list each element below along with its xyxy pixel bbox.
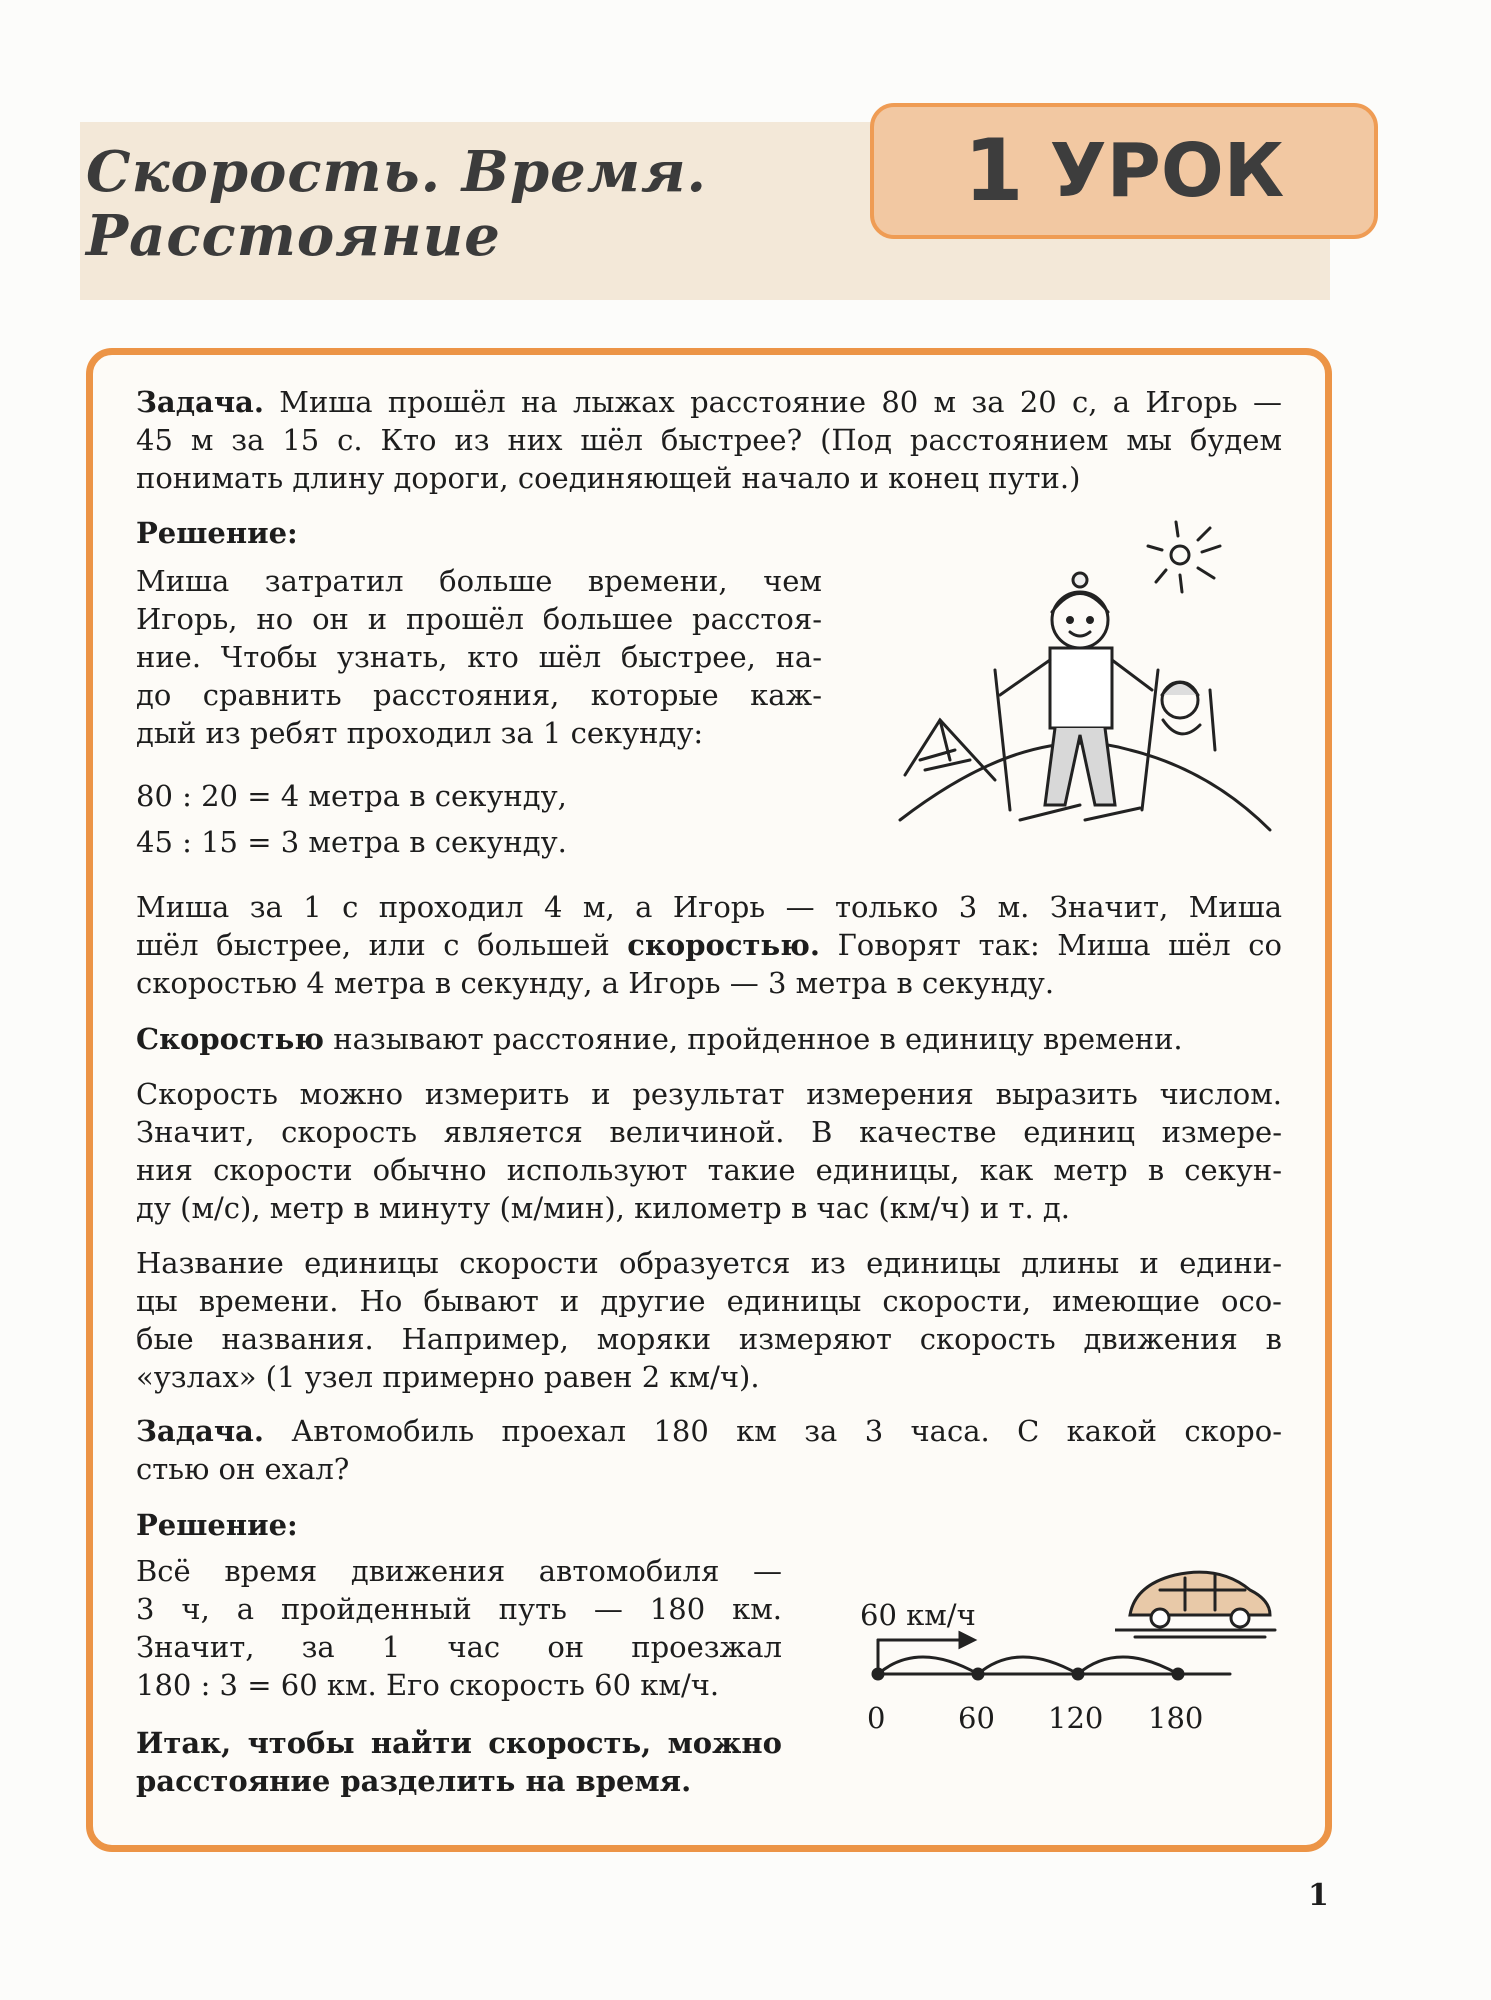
tick-label-120: 120 [1048, 1701, 1104, 1735]
rule-line-1: Итак, чтобы найти скорость, можно [136, 1726, 782, 1760]
names-line-3: бые названия. Например, моряки измеряют скорость движения в [136, 1322, 1282, 1356]
solution1-line-3: ние. Чтобы узнать, кто шёл быстрее, на- [136, 640, 822, 674]
tick-label-0: 0 [867, 1701, 886, 1735]
task1-line-3: понимать длину дороги, соединяющей начало и конец пути.) [136, 461, 1081, 495]
title-line-2: Расстояние [86, 203, 501, 269]
page-number: 1 [1308, 1878, 1329, 1913]
conclusion-line-2: шёл быстрее, или с большей скоростью. Говорят так: Миша шёл со [136, 928, 1282, 962]
solution1-line-5: дый из ребят проходил за 1 секунду: [136, 716, 704, 750]
tick-point-180 [1173, 1669, 1183, 1679]
lesson-badge [870, 103, 1378, 239]
rule-line-2: расстояние разделить на время. [136, 1764, 692, 1798]
tick-point-0 [873, 1669, 883, 1679]
tick-point-60 [973, 1669, 983, 1679]
definition-term: Скоростью [136, 1022, 325, 1056]
skier-illustration [880, 520, 1280, 850]
task2-label: Задача. [136, 1414, 264, 1448]
task2-line-2: стью он ехал? [136, 1452, 350, 1486]
solution1-line-1: Миша затратил больше времени, чем [136, 564, 822, 598]
names-line-2: цы времени. Но бывают и другие единицы скорости, имеющие осо- [136, 1284, 1282, 1318]
solution1-label: Решение: [136, 516, 298, 550]
car-illustration [1115, 1560, 1285, 1640]
speed-term: скоростью. [627, 928, 820, 962]
speed-definition: Скоростью называют расстояние, пройденное в единицу времени. [136, 1022, 1183, 1056]
names-line-1: Название единицы скорости образуется из единицы длины и едини- [136, 1246, 1282, 1280]
task2-line-1: Задача. Автомобиль проехал 180 км за 3 часа. С какой скоро- [136, 1414, 1282, 1448]
calculation-misha: 80 : 20 = 4 метра в секунду, [136, 779, 567, 813]
solution2-line-1: Всё время движения автомобиля — [136, 1554, 782, 1588]
units-line-1: Скорость можно измерить и результат измерения выразить числом. [136, 1077, 1282, 1111]
tick-label-60: 60 [958, 1701, 995, 1735]
tick-point-120 [1073, 1669, 1083, 1679]
tick-label-180: 180 [1148, 1701, 1204, 1735]
units-line-3: ния скорости обычно используют такие единицы, как метр в секун- [136, 1153, 1282, 1187]
units-line-2: Значит, скорость является величиной. В качестве единиц измере- [136, 1115, 1282, 1149]
solution2-line-3: Значит, за 1 час он проезжал [136, 1630, 782, 1664]
solution2-line-2: 3 ч, а пройденный путь — 180 км. [136, 1592, 782, 1626]
task1-line-2: 45 м за 15 с. Кто из них шёл быстрее? (Под расстоянием мы будем [136, 423, 1282, 457]
title-line-1: Скорость. Время. [86, 139, 708, 205]
calculation-igor: 45 : 15 = 3 метра в секунду. [136, 825, 567, 859]
number-line [860, 1630, 1240, 1700]
sun-icon [1171, 546, 1189, 564]
solution2-line-4: 180 : 3 = 60 км. Его скорость 60 км/ч. [136, 1668, 720, 1702]
task1-line-1: Задача. Миша прошёл на лыжах расстояние 80 м за 20 с, а Игорь — [136, 385, 1283, 419]
units-line-4: ду (м/с), метр в минуту (м/мин), километр в час (км/ч) и т. д. [136, 1191, 1070, 1225]
names-line-4: «узлах» (1 узел примерно равен 2 км/ч). [136, 1360, 760, 1394]
lesson-number: 1 [963, 121, 1024, 221]
conclusion-line-3: скоростью 4 метра в секунду, а Игорь — 3 метра в секунду. [136, 966, 1055, 1000]
conclusion-line-1: Миша за 1 с проходил 4 м, а Игорь — только 3 м. Значит, Миша [136, 890, 1282, 924]
page-title [86, 140, 707, 268]
solution2-label: Решение: [136, 1508, 298, 1542]
speed-label: 60 км/ч [860, 1598, 976, 1632]
lesson-word: УРОК [1049, 128, 1285, 214]
solution1-line-2: Игорь, но он и прошёл большее расстоя- [136, 602, 822, 636]
task1-label: Задача. [136, 385, 264, 419]
solution1-line-4: до сравнить расстояния, которые каж- [136, 678, 822, 712]
